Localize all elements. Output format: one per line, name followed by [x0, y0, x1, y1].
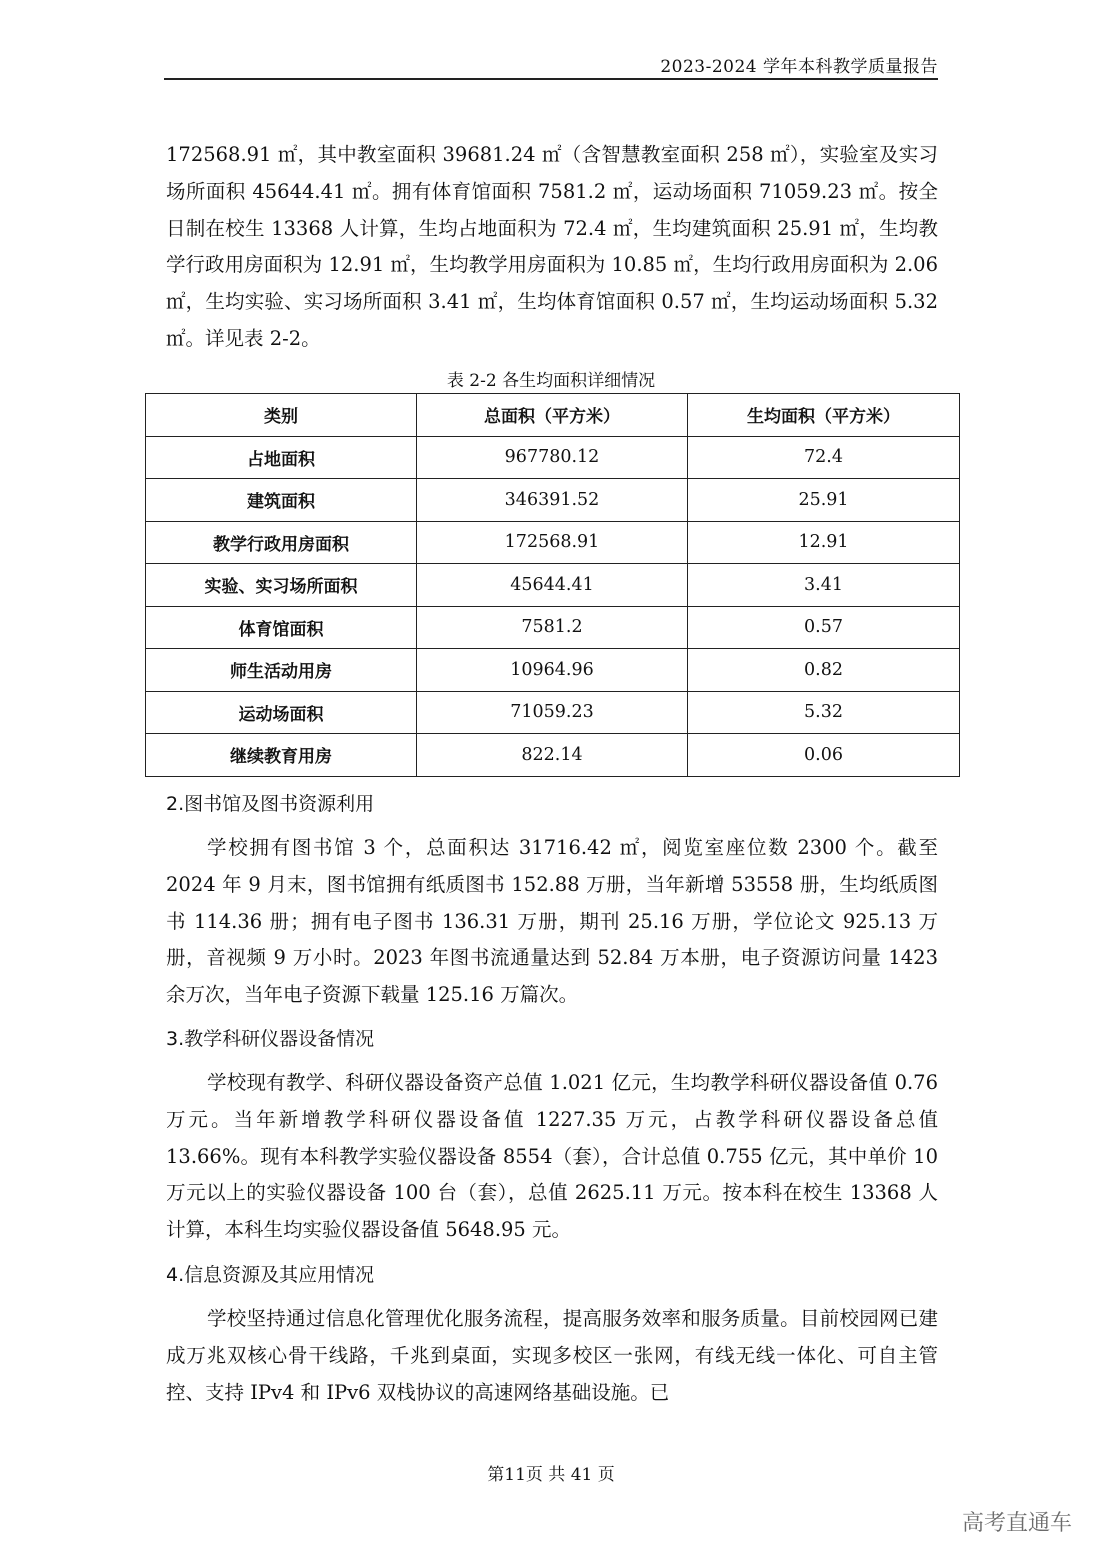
table-row [146, 564, 960, 607]
row-per-student-area: 72.4 [688, 436, 960, 479]
row-per-student-area: 0.57 [688, 606, 960, 649]
table-header-row [146, 394, 960, 437]
table-caption: 表 2-2 各生均面积详细情况 [446, 371, 656, 391]
row-total-area: 822.14 [417, 734, 688, 777]
section-heading-information: 4.信息资源及其应用情况 [166, 1264, 375, 1286]
row-category: 实验、实习场所面积 [146, 564, 417, 607]
row-total-area: 7581.2 [417, 606, 688, 649]
row-per-student-area: 3.41 [688, 564, 960, 607]
header-category: 类别 [146, 394, 417, 437]
row-category: 运动场面积 [146, 691, 417, 734]
row-per-student-area: 0.06 [688, 734, 960, 777]
table-row [146, 521, 960, 564]
row-category: 继续教育用房 [146, 734, 417, 777]
table-row [146, 649, 960, 692]
table-row [146, 734, 960, 777]
page-number: 第11页 共 41 页 [487, 1465, 615, 1485]
row-category: 占地面积 [146, 436, 417, 479]
table-row [146, 691, 960, 734]
row-total-area: 10964.96 [417, 649, 688, 692]
area-table [145, 393, 960, 777]
table-row [146, 479, 960, 522]
row-total-area: 45644.41 [417, 564, 688, 607]
row-per-student-area: 0.82 [688, 649, 960, 692]
table-row [146, 436, 960, 479]
section-body-information: 学校坚持通过信息化管理优化服务流程，提高服务效率和服务质量。目前校园网已建成万兆双核心骨干线路，千兆到桌面，实现多校区一张网，有线无线一体化、可自主管控、支持 IPv4 和 IPv6 双栈协议的高速网络基础设施。已 [166, 1307, 938, 1404]
header-total-area: 总面积（平方米） [417, 394, 688, 437]
row-category: 体育馆面积 [146, 606, 417, 649]
row-total-area: 346391.52 [417, 479, 688, 522]
section-body-equipment: 学校现有教学、科研仪器设备资产总值 1.021 亿元，生均教学科研仪器设备值 0.76 万元。当年新增教学科研仪器设备值 1227.35 万元，占教学科研仪器设备总值 13.66%。现有本科教学实验仪器设备 8554（套），合计总值 0.755 亿元，其中单价 10 万元以上的实验仪器设备 100 台（套），总值 2625.11 万元。按本科在校生 13368 人计算，本科生均实验仪器设备值 5648.95 元。 [166, 1071, 938, 1242]
row-total-area: 967780.12 [417, 436, 688, 479]
header-divider [164, 78, 938, 80]
section-body-library: 学校拥有图书馆 3 个，总面积达 31716.42 ㎡，阅览室座位数 2300 个。截至 2024 年 9 月末，图书馆拥有纸质图书 152.88 万册，当年新增 53558 册，生均纸质图书 114.36 册；拥有电子图书 136.31 万册，期刊 25.16 万册，学位论文 925.13 万册，音视频 9 万小时。2023 年图书流通量达到 52.84 万本册，电子资源访问量 1423 余万次，当年电子资源下载量 125.16 万篇次。 [166, 836, 938, 1007]
row-category: 建筑面积 [146, 479, 417, 522]
section-heading-equipment: 3.教学科研仪器设备情况 [166, 1028, 375, 1050]
header-per-student-area: 生均面积（平方米） [688, 394, 960, 437]
row-category: 教学行政用房面积 [146, 521, 417, 564]
row-total-area: 172568.91 [417, 521, 688, 564]
section-heading-library: 2.图书馆及图书资源利用 [166, 793, 375, 815]
row-total-area: 71059.23 [417, 691, 688, 734]
row-per-student-area: 5.32 [688, 691, 960, 734]
row-per-student-area: 12.91 [688, 521, 960, 564]
running-header: 2023-2024 学年本科教学质量报告 [660, 57, 938, 77]
table-row [146, 606, 960, 649]
watermark-text: 高考直通车 [961, 1511, 1072, 1536]
intro-paragraph: 172568.91 ㎡，其中教室面积 39681.24 ㎡（含智慧教室面积 258 ㎡），实验室及实习场所面积 45644.41 ㎡。拥有体育馆面积 7581.2 ㎡，运动场面积 71059.23 ㎡。按全日制在校生 13368 人计算，生均占地面积为 72.4 ㎡，生均建筑面积 25.91 ㎡，生均教学行政用房面积为 12.91 ㎡，生均教学用房面积为 10.85 ㎡，生均行政用房面积为 2.06 ㎡，生均实验、实习场所面积 3.41 ㎡，生均体育馆面积 0.57 ㎡，生均运动场面积 5.32 ㎡。详见表 2-2。 [166, 143, 938, 350]
row-per-student-area: 25.91 [688, 479, 960, 522]
row-category: 师生活动用房 [146, 649, 417, 692]
